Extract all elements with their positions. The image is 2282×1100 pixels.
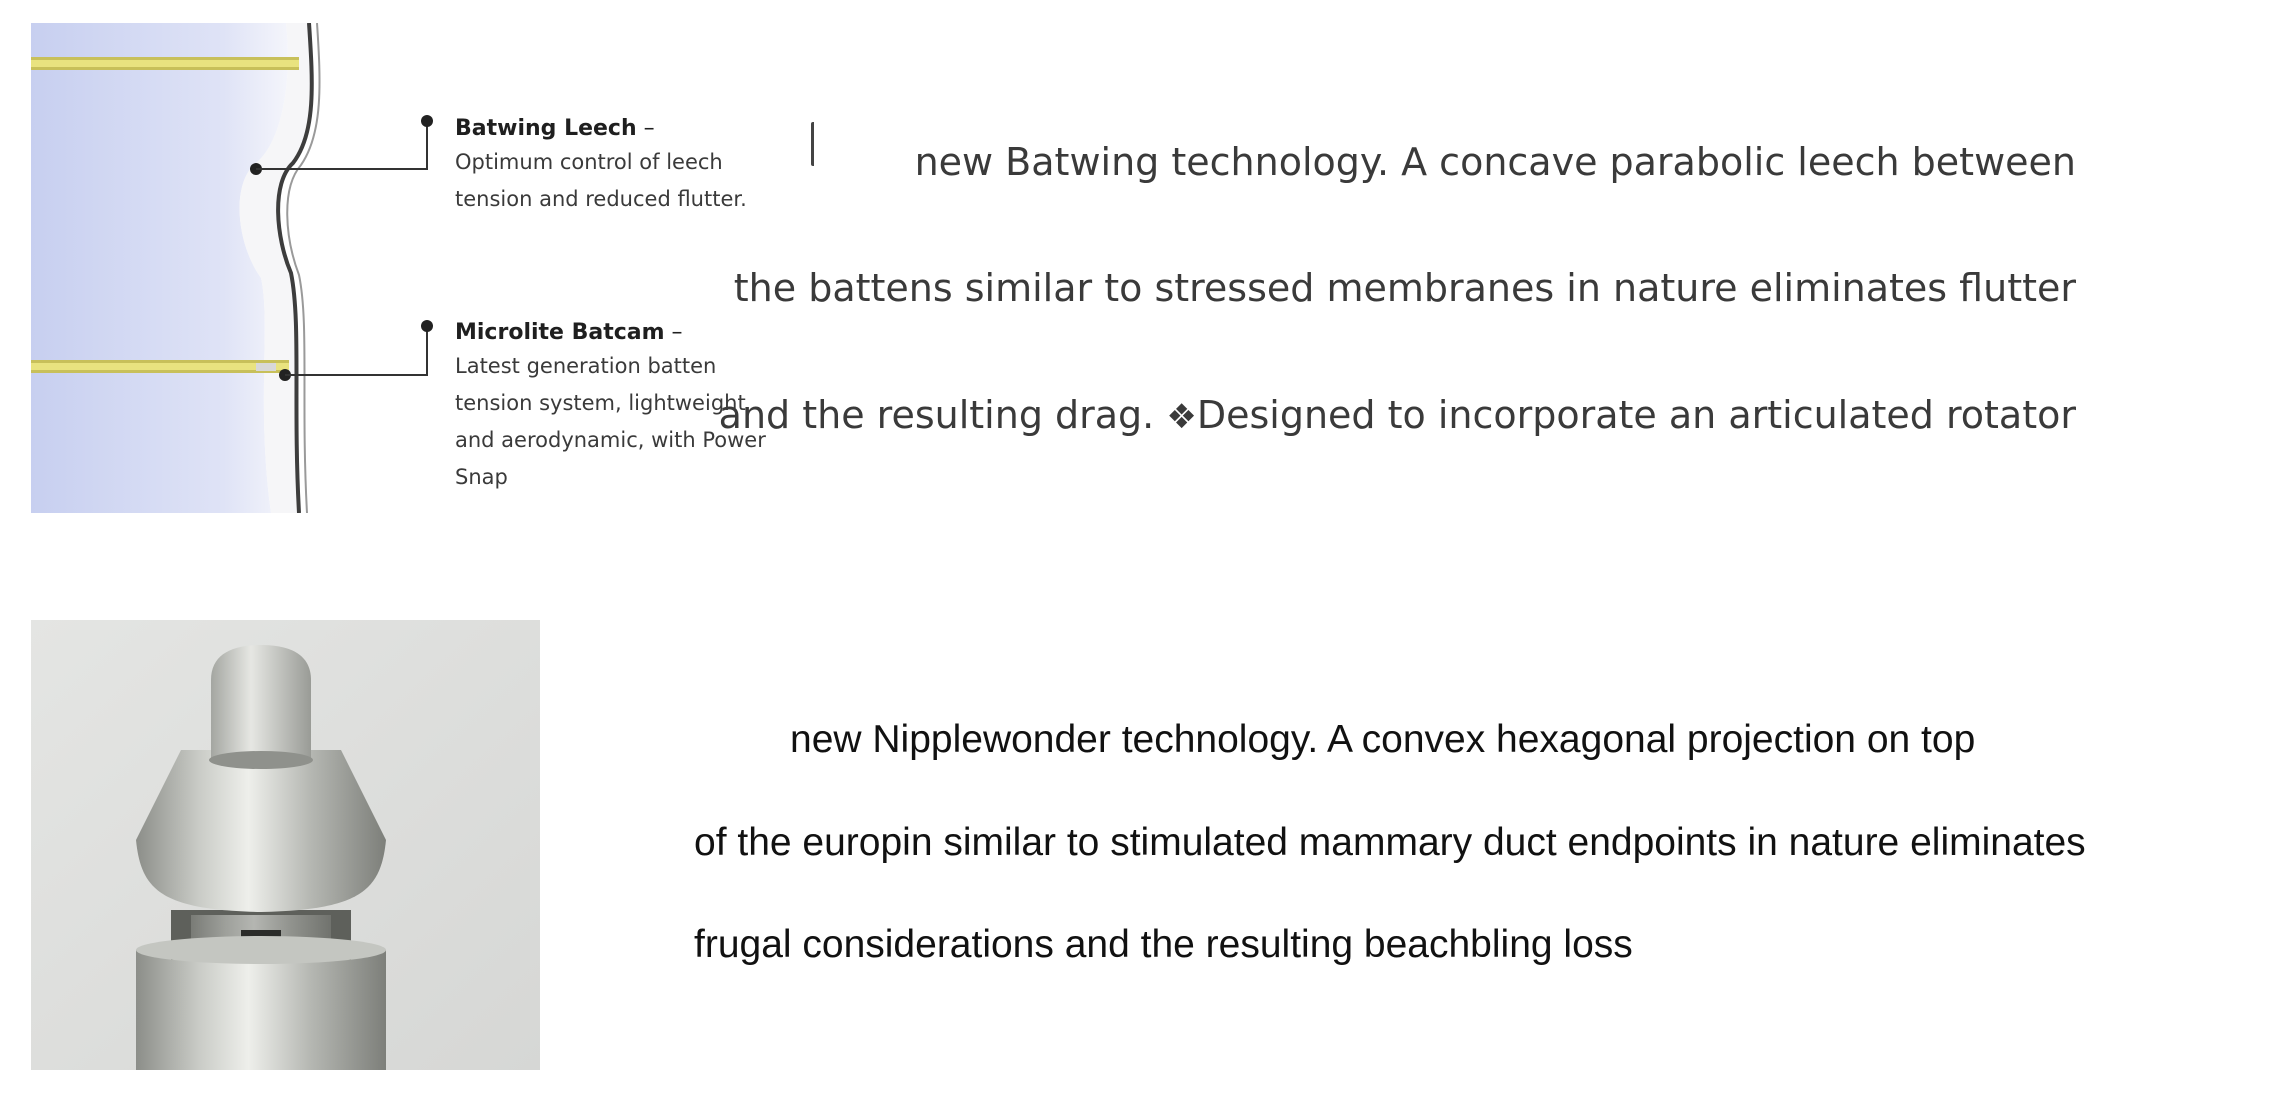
nipplewonder-text-line: frugal considerations and the resulting beachbling loss [694,923,1633,966]
callout-desc-line: Optimum control of leech [455,150,723,174]
nipplewonder-text-line: new Nipplewonder technology. A convex hexagonal projection on top [790,718,1976,761]
callout-title: Microlite Batcam [455,320,665,345]
pin-tip [211,645,311,760]
callout-description [455,144,775,218]
batwing-leech-callout [455,114,775,218]
text-segment: Designed to incorporate an articulated rotator [1196,393,2076,437]
europin-photo [31,620,540,1070]
batwing-text-line [719,393,2076,437]
callout-dash: – [664,320,683,345]
callout-dash: – [636,116,655,141]
callout-desc-line: tension and reduced flutter. [455,187,747,211]
batwing-text-line: the battens similar to stressed membranes in nature eliminates flutter [733,266,2076,310]
pin-cone [136,750,386,912]
diamond-bullet-icon: ❖ [1166,397,1197,437]
batwing-text-line: new Batwing technology. A concave parabolic leech between [914,140,2076,184]
stray-mark [811,122,818,166]
callout-title: Batwing Leech [455,116,637,141]
text-segment: and the resulting drag. [718,393,1155,437]
callout-desc-line: tension system, lightweight [455,391,746,415]
pin-body [136,950,386,1070]
sail-leech-diagram [31,23,766,513]
callout-desc-line: and aerodynamic, with Power [455,428,766,452]
callout-desc-line: Snap [455,465,508,489]
sail-body [31,23,288,513]
nipplewonder-text-line: of the europin similar to stimulated mammary duct endpoints in nature eliminates [694,821,2086,864]
callout-desc-line: Latest generation batten [455,354,717,378]
europin-graphic [31,620,540,1070]
